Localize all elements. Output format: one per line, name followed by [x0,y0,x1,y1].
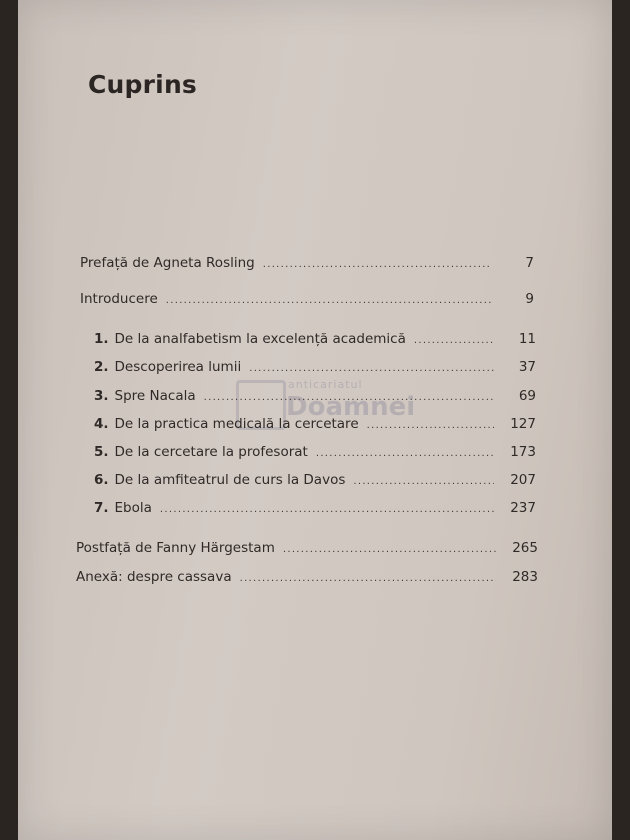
toc-leader-dots [160,504,494,515]
toc-page-number: 207 [510,472,536,488]
toc-page-number: 283 [512,569,538,585]
toc-label: Introducere [80,291,158,307]
toc-entry-chapter-1 [94,331,536,353]
toc-leader-dots [249,363,494,374]
toc-leader-dots [367,420,494,431]
toc-chapter-number: 3. [94,388,109,404]
toc-leader-dots [166,295,492,306]
toc-leader-dots [414,335,494,346]
toc-entry-chapter-6 [94,472,536,494]
toc-label: Prefață de Agneta Rosling [80,255,255,271]
toc-page-number: 173 [510,444,536,460]
toc-page-number: 11 [518,331,536,347]
toc-leader-dots [283,544,496,555]
toc-leader-dots [204,392,494,403]
toc-entry-chapter-4 [94,416,536,438]
toc-page-number: 265 [512,540,538,556]
watermark-top-text: anticariatul [288,378,363,391]
toc-chapter-number: 2. [94,359,109,375]
toc-label: De la analfabetism la excelență academică [114,331,406,347]
toc-entry-chapter-3 [94,388,536,410]
page-title: Cuprins [88,70,198,99]
toc-entry-introduction [80,291,534,313]
toc-chapter-number: 6. [94,472,109,488]
toc-chapter-number: 1. [94,331,109,347]
toc-label: Postfață de Fanny Härgestam [76,540,275,556]
toc-page-number: 37 [518,359,536,375]
toc-label: Anexă: despre cassava [76,569,232,585]
toc-leader-dots [353,476,494,487]
toc-leader-dots [240,573,496,584]
toc-label: Ebola [114,500,152,516]
toc-page-number: 69 [518,388,536,404]
toc-page-number: 127 [510,416,536,432]
toc-entry-chapter-7 [94,500,536,522]
toc-label: De la amfiteatrul de curs la Davos [114,472,346,488]
toc-chapter-number: 4. [94,416,109,432]
toc-entry-postface [76,540,538,562]
toc-entry-annex [76,569,538,591]
toc-label: De la cercetare la profesorat [114,444,308,460]
watermark-main-text: Doamnei [286,392,416,422]
book-page [18,0,612,840]
toc-label: Descoperirea lumii [114,359,242,375]
toc-label: De la practica medicală la cercetare [114,416,359,432]
toc-label: Spre Nacala [114,388,196,404]
toc-page-number: 7 [525,255,534,271]
toc-chapter-number: 7. [94,500,109,516]
toc-entry-chapter-5 [94,444,536,466]
toc-page-number: 9 [525,291,534,307]
toc-entry-chapter-2 [94,359,536,381]
toc-entry-preface [80,255,534,277]
toc-leader-dots [263,259,492,270]
toc-page-number: 237 [510,500,536,516]
toc-leader-dots [316,448,494,459]
toc-chapter-number: 5. [94,444,109,460]
